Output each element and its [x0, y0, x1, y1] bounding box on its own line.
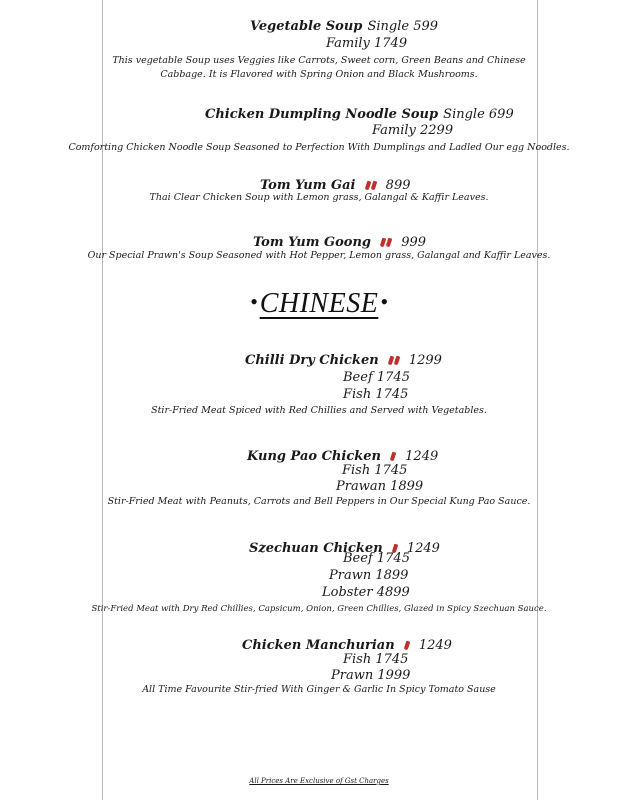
- dish-price-variant: Prawn 1899: [329, 568, 409, 583]
- dish-price: Single 599: [367, 19, 439, 34]
- vegetable-soup-title-row: [250, 15, 438, 34]
- dish-price-variant: Lobster 4899: [322, 585, 410, 600]
- chili-icon: [365, 174, 377, 193]
- price-disclaimer: All Prices Are Exclusive of Gst Charges: [249, 777, 389, 785]
- chilli-dry-chicken-title-row: [245, 349, 442, 368]
- dish-price: 999: [401, 235, 427, 250]
- dish-description: Cabbage. It is Flavored with Spring Onion and Black Mushrooms.: [160, 69, 478, 80]
- dish-name: Szechuan Chicken: [249, 541, 383, 556]
- tom-yum-gai-title-row: [260, 174, 411, 193]
- dish-price-variant: Beef 1745: [343, 551, 410, 566]
- dish-price-variant: Fish 1745: [343, 387, 409, 402]
- dish-name: Tom Yum Goong: [253, 235, 372, 250]
- dish-name: Chilli Dry Chicken: [245, 353, 379, 368]
- dish-price: 1249: [405, 449, 439, 464]
- dish-name: Kung Pao Chicken: [247, 449, 381, 464]
- dish-price-variant: Fish 1745: [343, 652, 409, 667]
- dish-price-variant: Prawn 1999: [331, 668, 411, 683]
- dish-description: Stir-Fried Meat with Peanuts, Carrots and Bell Peppers in Our Special Kung Pao Sauce.: [107, 496, 531, 507]
- section-heading-chinese: [0, 288, 638, 320]
- page-edge-right: [537, 0, 538, 800]
- dish-description: Stir-Fried Meat Spiced with Red Chillies and Served with Vegetables.: [151, 405, 487, 416]
- dish-price: 1249: [418, 638, 452, 653]
- heading-bullet: •: [249, 289, 258, 314]
- dish-price: 1249: [406, 541, 440, 556]
- dish-price-variant: Fish 1745: [342, 463, 408, 478]
- chili-icon: [404, 634, 410, 653]
- dish-name: Vegetable Soup: [250, 19, 363, 34]
- dish-price-variant: Prawan 1899: [336, 479, 424, 494]
- kung-pao-chicken-title-row: [247, 445, 438, 464]
- dish-price-variant: Family 2299: [372, 123, 454, 138]
- dish-description: Comforting Chicken Noodle Soup Seasoned to Perfection With Dumplings and Ladled Our egg Noodles.: [68, 142, 570, 153]
- dish-description: This vegetable Soup uses Veggies like Carrots, Sweet corn, Green Beans and Chinese: [112, 55, 526, 66]
- chili-icon: [390, 445, 396, 464]
- dish-price: 1299: [408, 353, 442, 368]
- dish-price: 899: [385, 178, 411, 193]
- page-edge-left: [102, 0, 103, 800]
- tom-yum-goong-title-row: [253, 231, 426, 250]
- section-heading-text: CHINESE: [259, 288, 379, 319]
- dish-description: Stir-Fried Meat with Dry Red Chillies, Capsicum, Onion, Green Chillies, Glazed in Spicy Szechuan Sauce.: [91, 604, 547, 614]
- dish-description: Thai Clear Chicken Soup with Lemon grass, Galangal & Kaffir Leaves.: [149, 192, 489, 203]
- chili-icon: [388, 349, 400, 368]
- dish-description: All Time Favourite Stir-fried With Ginger & Garlic In Spicy Tomato Sause: [142, 684, 496, 695]
- dish-price-variant: Family 1749: [326, 36, 408, 51]
- dish-name: Tom Yum Gai: [260, 178, 356, 193]
- chicken-dumpling-soup-title-row: [205, 103, 514, 122]
- dish-price: Single 699: [443, 107, 514, 122]
- chili-icon: [380, 231, 392, 250]
- dish-name: Chicken Dumpling Noodle Soup: [205, 107, 439, 122]
- chicken-manchurian-title-row: [242, 634, 452, 653]
- dish-price-variant: Beef 1745: [343, 370, 410, 385]
- dish-name: Chicken Manchurian: [242, 638, 395, 653]
- dish-description: Our Special Prawn's Soup Seasoned with Hot Pepper, Lemon grass, Galangal and Kaffir Leaves.: [87, 250, 551, 261]
- heading-bullet: •: [380, 289, 388, 314]
